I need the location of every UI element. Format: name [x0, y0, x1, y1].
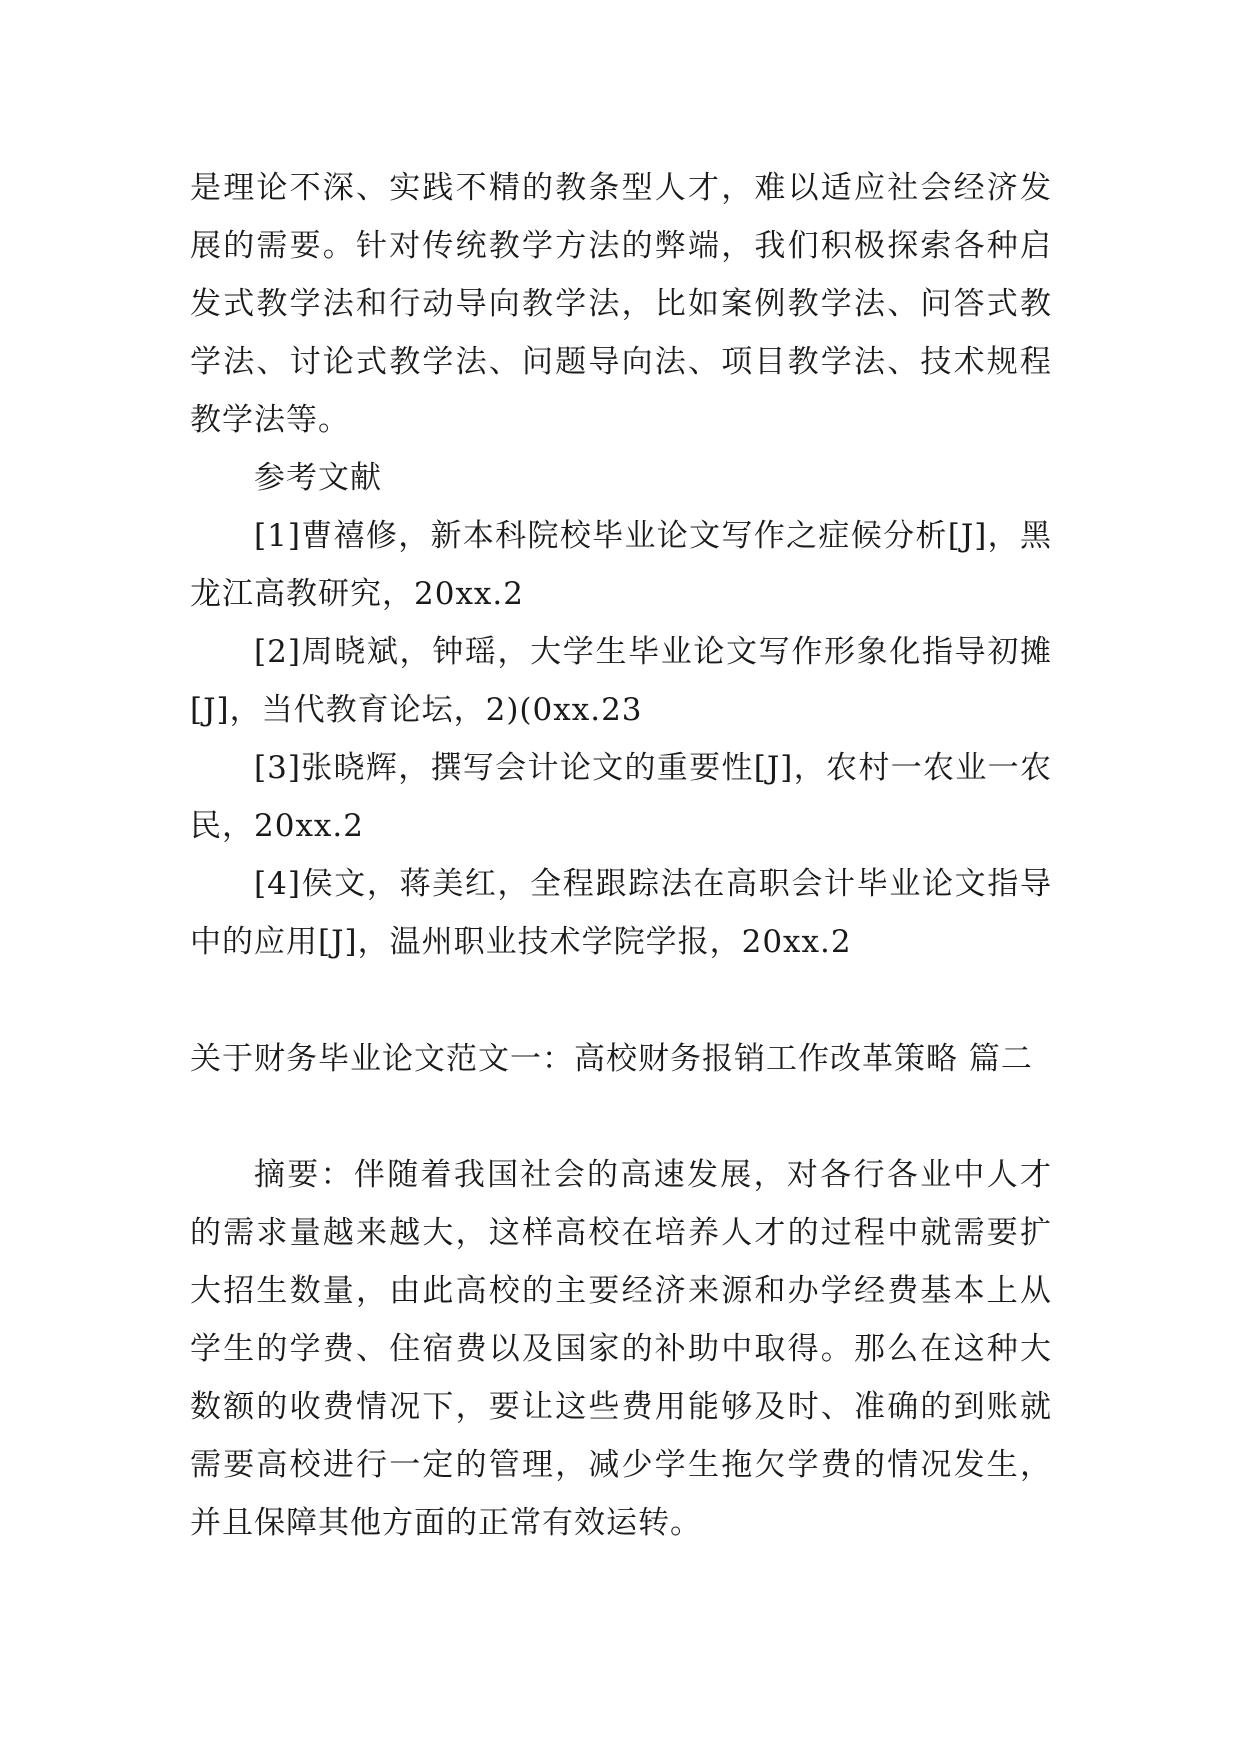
- reference-item: [2]周晓斌，钟瑶，大学生毕业论文写作形象化指导初摊[J]，当代教育论坛，2)(0xx.23: [190, 634, 1052, 728]
- reference-item: [4]侯文，蒋美红，全程跟踪法在高职会计毕业论文指导中的应用[J]，温州职业技术学院学报，20xx.2: [190, 866, 1052, 960]
- section-title: 关于财务毕业论文范文一：高校财务报销工作改革策略 篇二: [190, 1041, 1033, 1077]
- reference-item: [1]曹禧修，新本科院校毕业论文写作之症候分析[J]，黑龙江高教研究，20xx.2: [190, 518, 1052, 612]
- references-heading: 参考文献: [254, 460, 382, 496]
- intro-paragraph: 是理论不深、实践不精的教条型人才，难以适应社会经济发展的需要。针对传统教学方法的弊端，我们积极探索各种启发式教学法和行动导向教学法，比如案例教学法、问答式教学法、讨论式教学法、问题导向法、项目教学法、技术规程教学法等。: [190, 170, 1052, 438]
- reference-item: [3]张晓辉，撰写会计论文的重要性[J]，农村一农业一农民，20xx.2: [190, 750, 1052, 844]
- abstract-paragraph: 摘要：伴随着我国社会的高速发展，对各行各业中人才的需求量越来越大，这样高校在培养人才的过程中就需要扩大招生数量，由此高校的主要经济来源和办学经费基本上从学生的学费、住宿费以及国家的补助中取得。那么在这种大数额的收费情况下，要让这些费用能够及时、准确的到账就需要高校进行一定的管理，减少学生拖欠学费的情况发生，并且保障其他方面的正常有效运转。: [190, 1157, 1052, 1541]
